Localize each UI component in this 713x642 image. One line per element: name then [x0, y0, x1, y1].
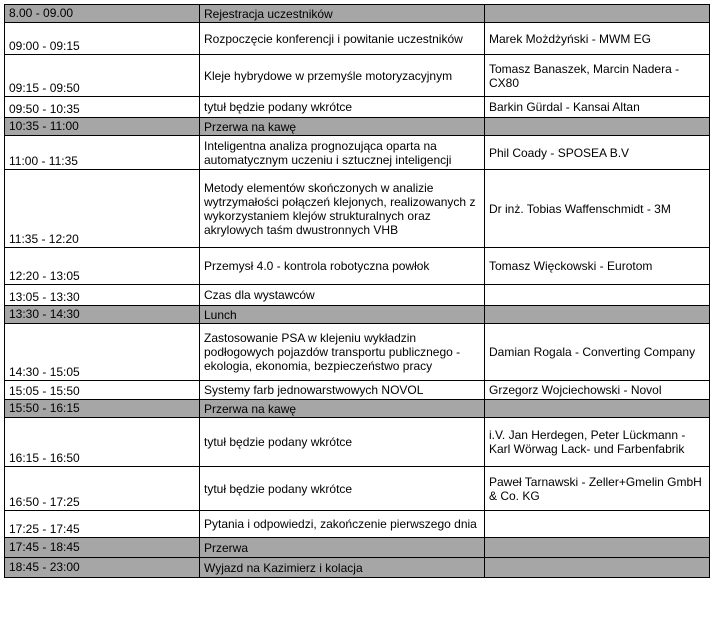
- speaker-cell: Phil Coady - SPOSEA B.V: [485, 136, 710, 170]
- time-cell: 11:35 - 12:20: [5, 170, 200, 248]
- topic-cell: Przemysł 4.0 - kontrola robotyczna powłok: [200, 248, 485, 285]
- speaker-cell: [485, 558, 710, 578]
- topic-cell: Pytania i odpowiedzi, zakończenie pierwszego dnia: [200, 511, 485, 538]
- agenda-body: [5, 5, 710, 578]
- agenda-row: [5, 511, 710, 538]
- time-cell: 18:45 - 23:00: [5, 558, 200, 578]
- time-cell: 16:15 - 16:50: [5, 418, 200, 467]
- time-cell: 09:15 - 09:50: [5, 55, 200, 97]
- topic-cell: Metody elementów skończonych w analizie wytrzymałości połączeń klejonych, realizowanych z wykorzystaniem klejów strukturalnych oraz akrylowych taśm dwustronnych VHB: [200, 170, 485, 248]
- agenda-break-row: [5, 306, 710, 324]
- speaker-cell: [485, 306, 710, 324]
- agenda-break-row: [5, 558, 710, 578]
- time-cell: 17:45 - 18:45: [5, 538, 200, 558]
- time-cell: 16:50 - 17:25: [5, 467, 200, 511]
- speaker-cell: i.V. Jan Herdegen, Peter Lückmann - Karl Wörwag Lack- und Farbenfabrik: [485, 418, 710, 467]
- agenda-break-row: [5, 5, 710, 23]
- topic-cell: tytuł będzie podany wkrótce: [200, 418, 485, 467]
- agenda-row: [5, 285, 710, 306]
- agenda-row: [5, 97, 710, 118]
- speaker-cell: Damian Rogala - Converting Company: [485, 324, 710, 381]
- speaker-cell: Grzegorz Wojciechowski - Novol: [485, 381, 710, 400]
- speaker-cell: Dr inż. Tobias Waffenschmidt - 3M: [485, 170, 710, 248]
- speaker-cell: Tomasz Więckowski - Eurotom: [485, 248, 710, 285]
- time-cell: 11:00 - 11:35: [5, 136, 200, 170]
- topic-cell: Przerwa: [200, 538, 485, 558]
- agenda-row: [5, 381, 710, 400]
- time-cell: 10:35 - 11:00: [5, 118, 200, 136]
- time-cell: 09:00 - 09:15: [5, 23, 200, 55]
- time-cell: 13:30 - 14:30: [5, 306, 200, 324]
- time-cell: 15:50 - 16:15: [5, 400, 200, 418]
- agenda-row: [5, 170, 710, 248]
- topic-cell: Wyjazd na Kazimierz i kolacja: [200, 558, 485, 578]
- topic-cell: Systemy farb jednowarstwowych NOVOL: [200, 381, 485, 400]
- agenda-row: [5, 55, 710, 97]
- time-cell: 09:50 - 10:35: [5, 97, 200, 118]
- agenda-row: [5, 418, 710, 467]
- speaker-cell: [485, 118, 710, 136]
- agenda-row: [5, 23, 710, 55]
- speaker-cell: Tomasz Banaszek, Marcin Nadera - CX80: [485, 55, 710, 97]
- agenda-row: [5, 248, 710, 285]
- topic-cell: tytuł będzie podany wkrótce: [200, 467, 485, 511]
- topic-cell: Rejestracja uczestników: [200, 5, 485, 23]
- topic-cell: Lunch: [200, 306, 485, 324]
- agenda-break-row: [5, 538, 710, 558]
- agenda-break-row: [5, 118, 710, 136]
- topic-cell: Inteligentna analiza prognozująca oparta na automatycznym uczeniu i sztucznej inteligencji: [200, 136, 485, 170]
- time-cell: 17:25 - 17:45: [5, 511, 200, 538]
- agenda-table: [4, 4, 710, 578]
- topic-cell: tytuł będzie podany wkrótce: [200, 97, 485, 118]
- topic-cell: Kleje hybrydowe w przemyśle motoryzacyjnym: [200, 55, 485, 97]
- agenda-row: [5, 324, 710, 381]
- topic-cell: Zastosowanie PSA w klejeniu wykładzin podłogowych pojazdów transportu publicznego - ekologia, ekonomia, bezpieczeństwo pracy: [200, 324, 485, 381]
- topic-cell: Czas dla wystawców: [200, 285, 485, 306]
- time-cell: 15:05 - 15:50: [5, 381, 200, 400]
- time-cell: 13:05 - 13:30: [5, 285, 200, 306]
- speaker-cell: Barkin Gürdal - Kansai Altan: [485, 97, 710, 118]
- topic-cell: Przerwa na kawę: [200, 400, 485, 418]
- topic-cell: Przerwa na kawę: [200, 118, 485, 136]
- speaker-cell: Marek Możdżyński - MWM EG: [485, 23, 710, 55]
- speaker-cell: [485, 538, 710, 558]
- agenda-row: [5, 136, 710, 170]
- speaker-cell: [485, 400, 710, 418]
- time-cell: 8.00 - 09.00: [5, 5, 200, 23]
- time-cell: 14:30 - 15:05: [5, 324, 200, 381]
- speaker-cell: [485, 285, 710, 306]
- speaker-cell: [485, 5, 710, 23]
- agenda-break-row: [5, 400, 710, 418]
- speaker-cell: [485, 511, 710, 538]
- time-cell: 12:20 - 13:05: [5, 248, 200, 285]
- topic-cell: Rozpoczęcie konferencji i powitanie uczestników: [200, 23, 485, 55]
- agenda-row: [5, 467, 710, 511]
- speaker-cell: Paweł Tarnawski - Zeller+Gmelin GmbH & Co. KG: [485, 467, 710, 511]
